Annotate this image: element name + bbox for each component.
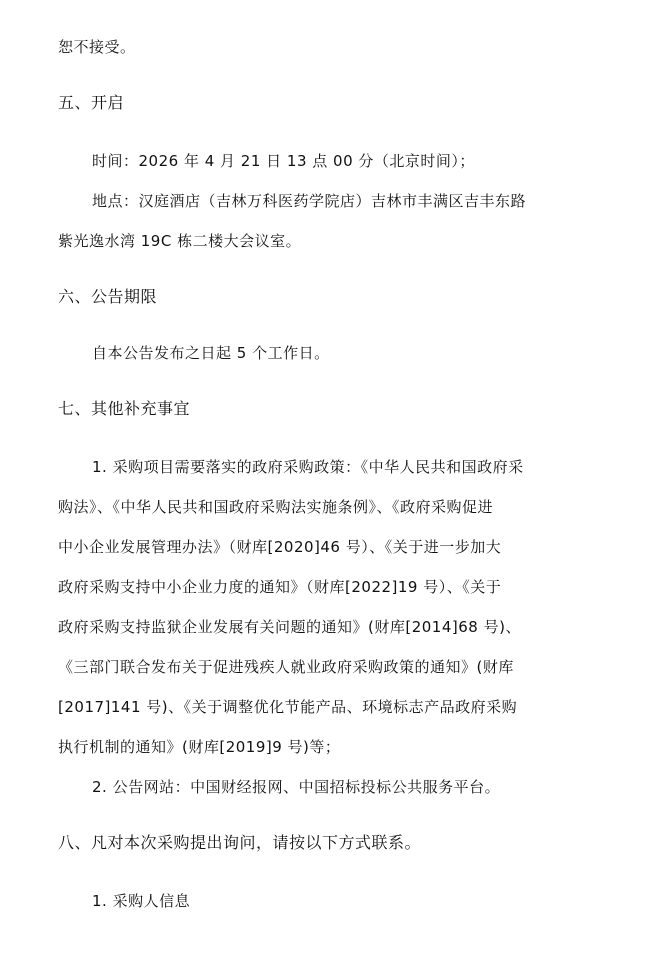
opening-place-line-2: 紫光逸水湾 19C 栋二楼大会议室。 [58, 232, 302, 250]
purchaser-info-item: 1. 采购人信息 [92, 892, 191, 910]
paragraph-fragment: 恕不接受。 [58, 38, 136, 56]
policy-item-line: [2017]141 号)、《关于调整优化节能产品、环境标志产品政府采购 [58, 698, 518, 716]
notice-website-item: 2. 公告网站：中国财经报网、中国招标投标公共服务平台。 [92, 778, 501, 796]
policy-item-line: 《三部门联合发布关于促进残疾人就业政府采购政策的通知》(财库 [58, 658, 514, 676]
opening-time: 时间：2026 年 4 月 21 日 13 点 00 分（北京时间）； [92, 152, 475, 170]
section-6-heading: 六、公告期限 [58, 287, 158, 306]
policy-item-line: 中小企业发展管理办法》（财库[2020]46 号）、《关于进一步加大 [58, 538, 502, 556]
policy-item-line: 1. 采购项目需要落实的政府采购政策：《中华人民共和国政府采 [92, 458, 524, 476]
section-5-heading: 五、开启 [58, 93, 125, 112]
notice-period-text: 自本公告发布之日起 5 个工作日。 [92, 344, 330, 362]
section-7-heading: 七、其他补充事宜 [58, 399, 191, 418]
policy-item-line: 购法》、《中华人民共和国政府采购法实施条例》、《政府采购促进 [58, 498, 494, 516]
policy-item-line: 政府采购支持监狱企业发展有关问题的通知》(财库[2014]68 号)、 [58, 618, 521, 636]
policy-item-line: 政府采购支持中小企业力度的通知》（财库[2022]19 号）、《关于 [58, 578, 502, 596]
section-8-heading: 八、凡对本次采购提出询问，请按以下方式联系。 [58, 833, 422, 852]
opening-place-line-1: 地点：汉庭酒店（吉林万科医药学院店）吉林市丰满区吉丰东路 [92, 192, 527, 210]
policy-item-line: 执行机制的通知》(财库[2019]9 号)等； [58, 738, 341, 756]
